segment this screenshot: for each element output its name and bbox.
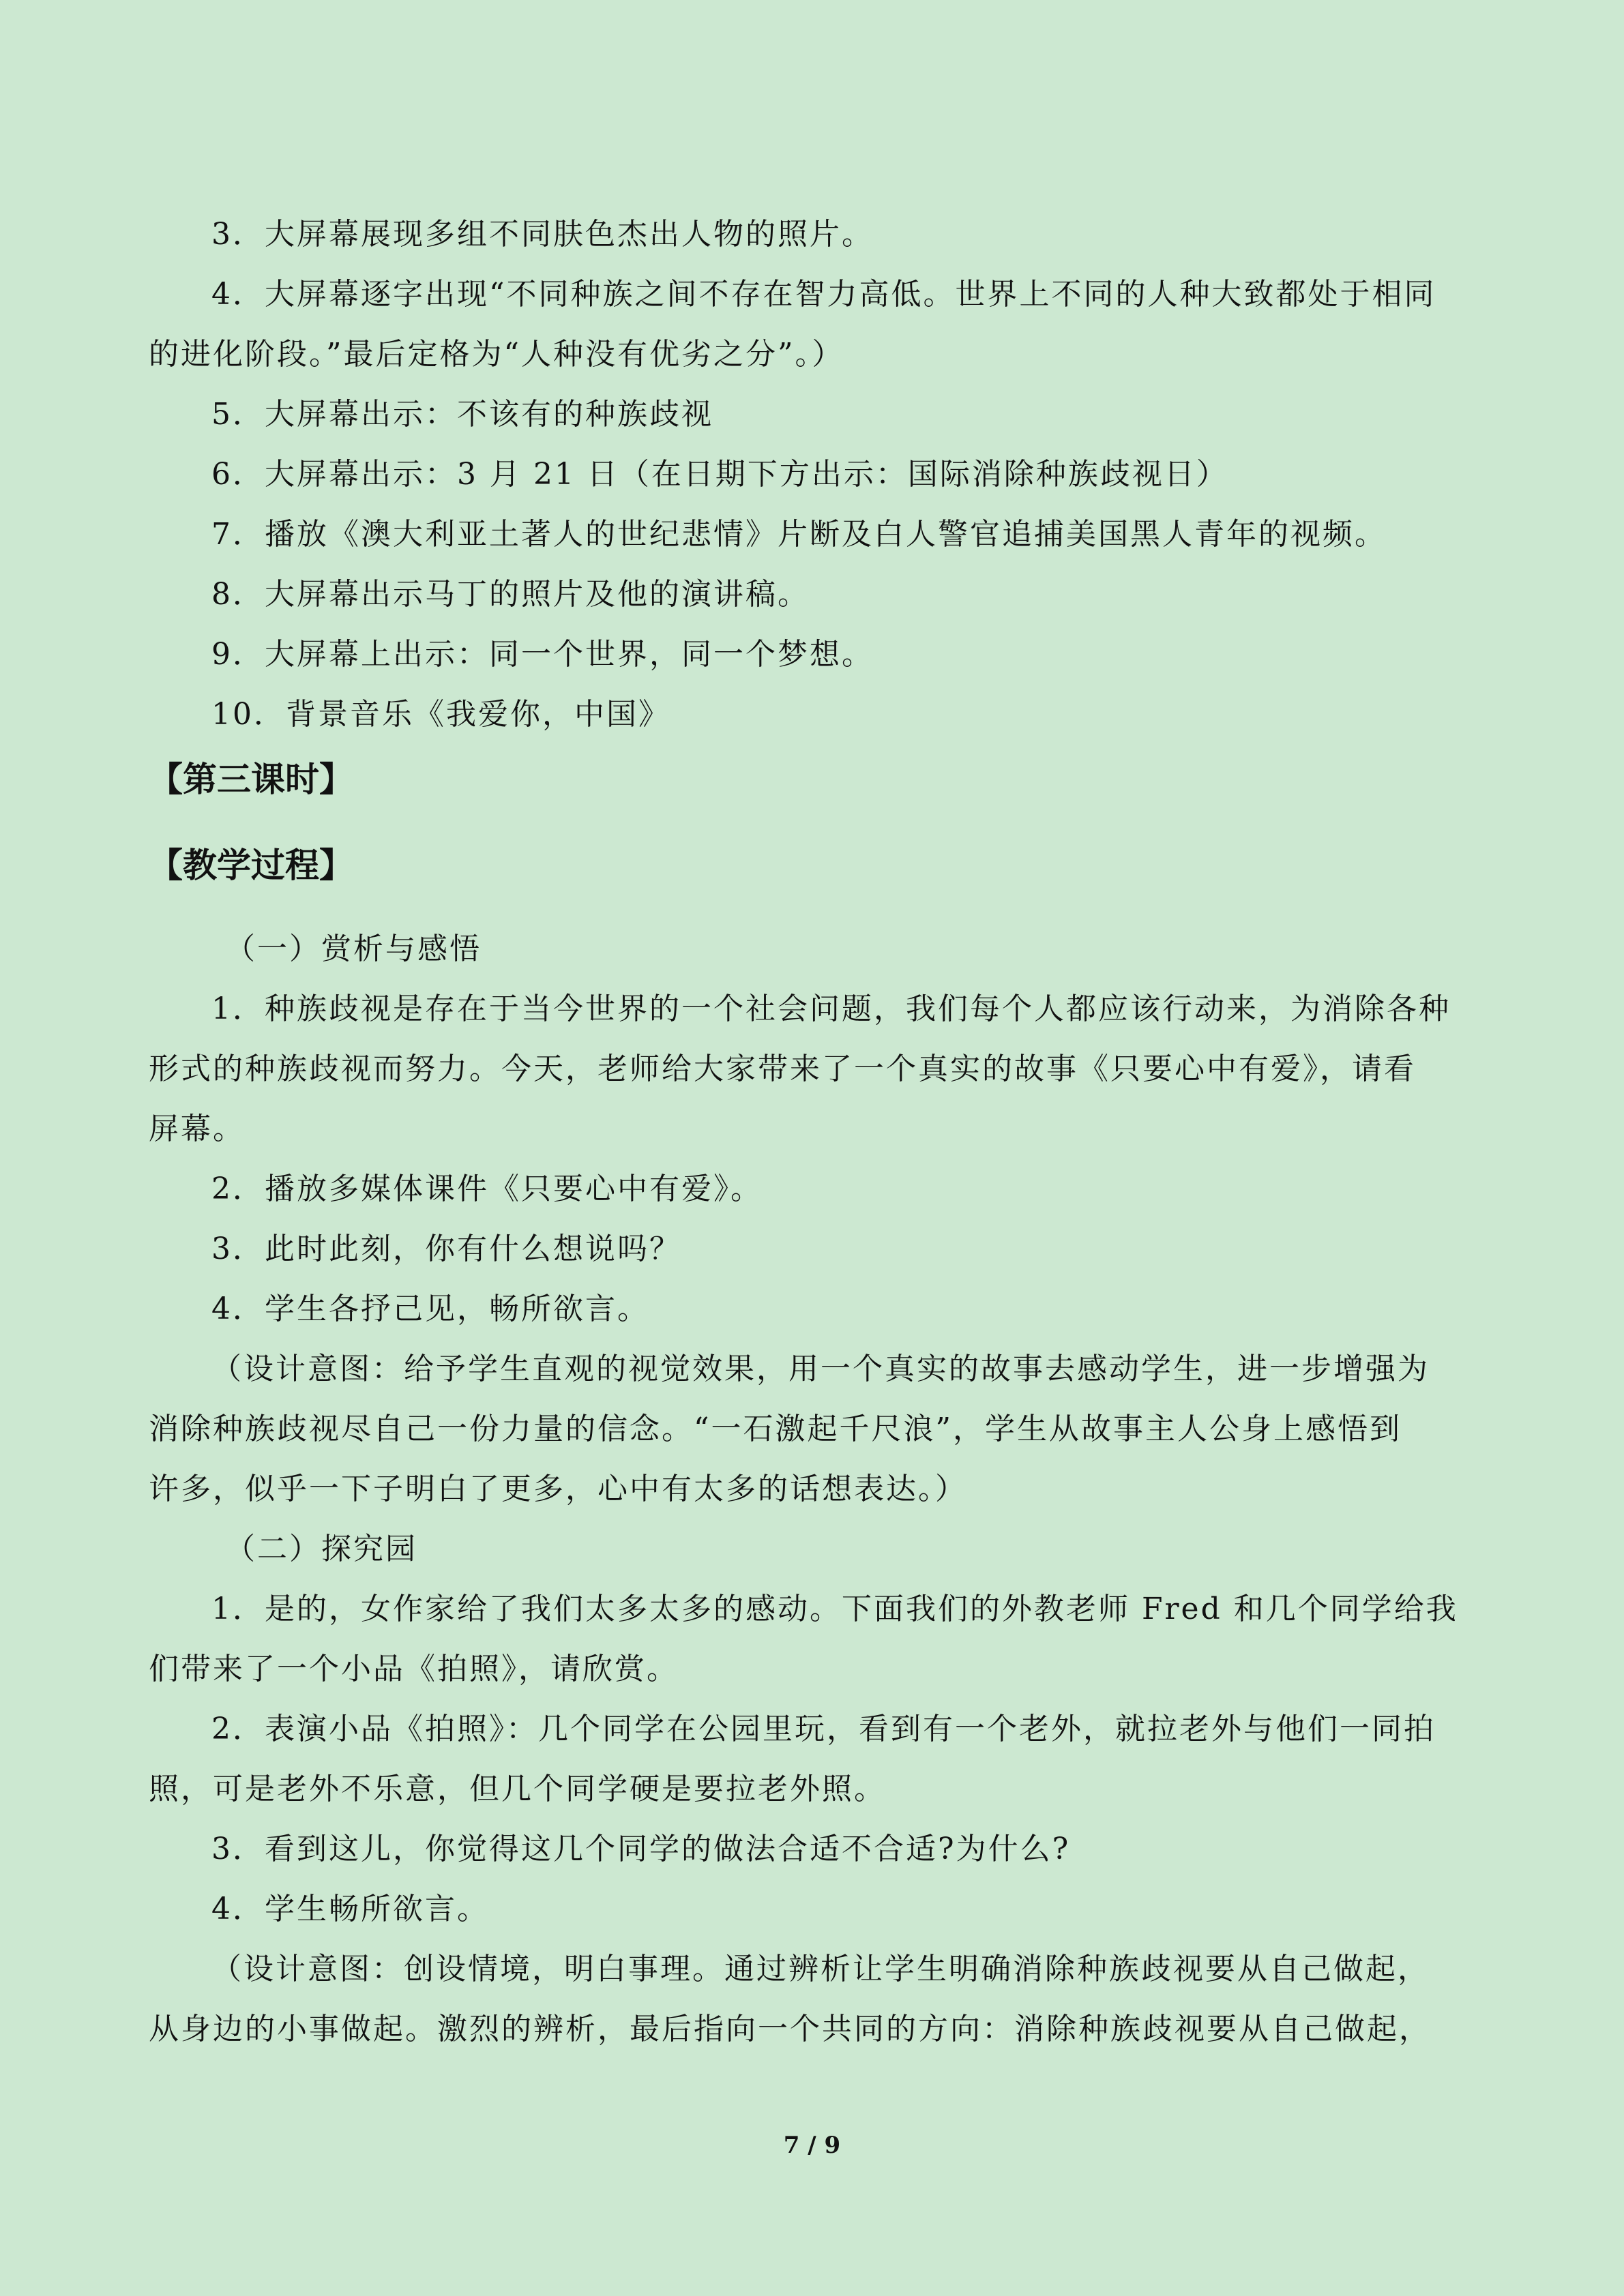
paragraph-line: （设计意图：给予学生直观的视觉效果，用一个真实的故事去感动学生，进一步增强为 (211, 1352, 1430, 1386)
paragraph-line: 从身边的小事做起。激烈的辨析，最后指向一个共同的方向：消除种族歧视要从自己做起， (149, 2012, 1431, 2046)
page-number: 7 / 9 (783, 2132, 841, 2159)
paragraph-line: 5．大屏幕出示：不该有的种族歧视 (211, 397, 713, 432)
paragraph-line: 4．大屏幕逐字出现“不同种族之间不存在智力高低。世界上不同的人种大致都处于相同 (211, 277, 1436, 312)
paragraph-line: 4．学生畅所欲言。 (211, 1892, 489, 1926)
paragraph-line: 8．大屏幕出示马丁的照片及他的演讲稿。 (211, 577, 810, 612)
paragraph-line: 们带来了一个小品《拍照》，请欣赏。 (149, 1652, 679, 1686)
paragraph-line: 1．种族歧视是存在于当今世界的一个社会问题，我们每个人都应该行动来，为消除各种 (211, 992, 1451, 1026)
paragraph-line: 的进化阶段。”最后定格为“人种没有优劣之分”。） (149, 337, 844, 372)
paragraph-line: 3．看到这儿，你觉得这几个同学的做法合适不合适?为什么? (211, 1832, 1071, 1866)
paragraph-line: 9．大屏幕上出示：同一个世界，同一个梦想。 (211, 637, 874, 672)
subsection-heading: （二）探究园 (225, 1532, 417, 1566)
subsection-heading: （一）赏析与感悟 (225, 931, 482, 966)
paragraph-line: （设计意图：创设情境，明白事理。通过辨析让学生明确消除种族歧视要从自己做起， (211, 1952, 1430, 1986)
paragraph-line: 许多，似乎一下子明白了更多，心中有太多的话想表达。） (149, 1472, 967, 1506)
paragraph-line: 屏幕。 (149, 1112, 245, 1146)
paragraph-line: 形式的种族歧视而努力。今天，老师给大家带来了一个真实的故事《只要心中有爱》，请看 (149, 1052, 1416, 1086)
paragraph-line: 3．此时此刻，你有什么想说吗？ (211, 1232, 681, 1266)
paragraph-line: 消除种族歧视尽自己一份力量的信念。“一石激起千尺浪”，学生从故事主人公身上感悟到 (149, 1412, 1402, 1446)
paragraph-line: 3．大屏幕展现多组不同肤色杰出人物的照片。 (211, 217, 874, 252)
section-heading: 【教学过程】 (149, 845, 353, 885)
paragraph-line: 6．大屏幕出示：3 月 21 日（在日期下方出示：国际消除种族歧视日） (211, 457, 1228, 492)
paragraph-line: 4．学生各抒己见，畅所欲言。 (211, 1292, 649, 1326)
section-heading: 【第三课时】 (149, 759, 353, 799)
paragraph-line: 10．背景音乐《我爱你，中国》 (211, 697, 670, 732)
paragraph-line: 照，可是老外不乐意，但几个同学硬是要拉老外照。 (149, 1772, 886, 1806)
paragraph-line: 2．播放多媒体课件《只要心中有爱》。 (211, 1172, 763, 1206)
paragraph-line: 7．播放《澳大利亚土著人的世纪悲情》片断及白人警官追捕美国黑人青年的视频。 (211, 517, 1387, 552)
paragraph-line: 2．表演小品《拍照》：几个同学在公园里玩，看到有一个老外，就拉老外与他们一同拍 (211, 1712, 1436, 1746)
paragraph-line: 1．是的，女作家给了我们太多太多的感动。下面我们的外教老师 Fred 和几个同学给我 (211, 1592, 1458, 1626)
